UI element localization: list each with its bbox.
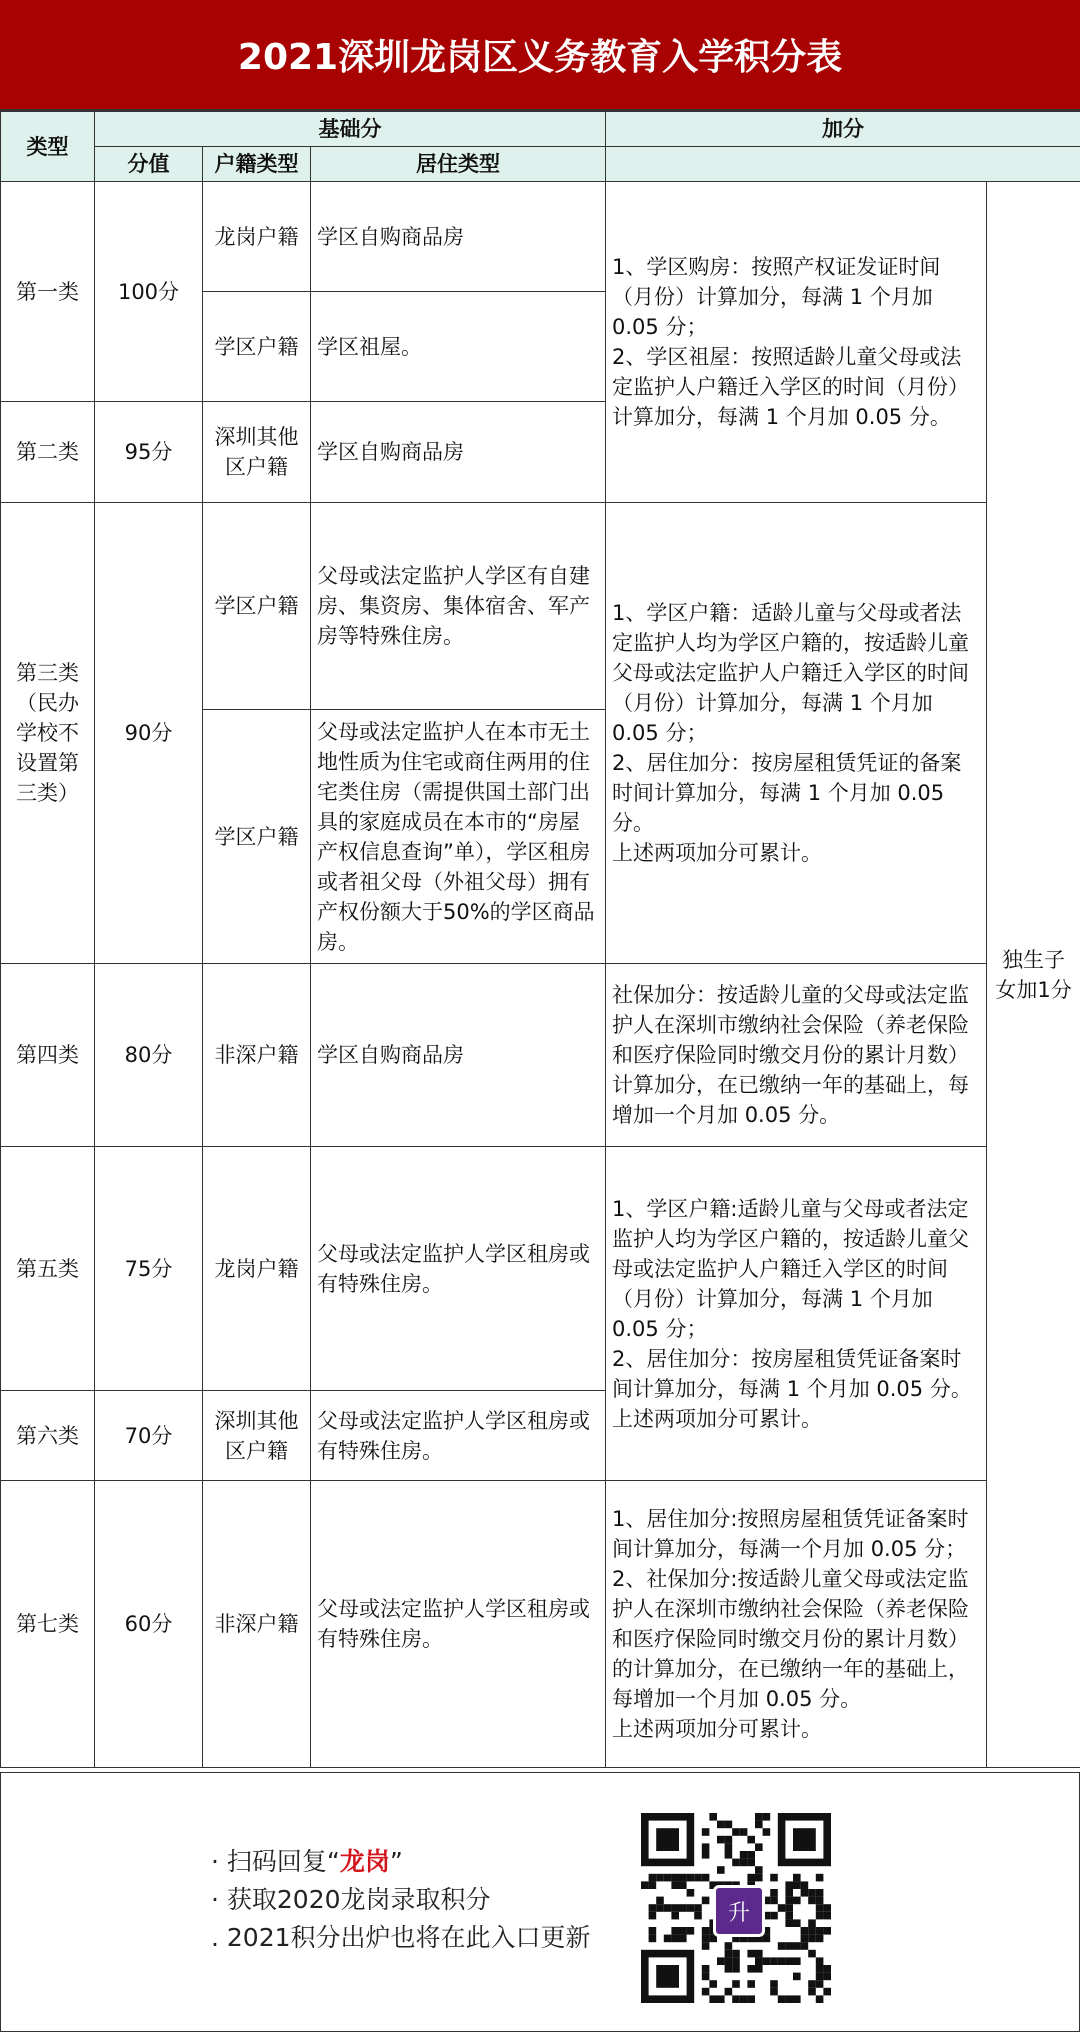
bonus-cell: 1、学区户籍:适龄儿童与父母或者法定监护人均为学区户籍的，按适龄儿童父母或法定监护人户籍迁入学区的时间（月份）计算加分，每满 1 个月加 0.05 分； 2、居住加分：按房屋租赁凭证备案时间计算加分，每满 1 个月加 0.05 分。 上述两项加分可累计。 <box>606 1147 987 1481</box>
type-cell: 第三类（民办学校不设置第三类） <box>1 503 95 964</box>
bonus-cell: 社保加分：按适龄儿童的父母或法定监护人在深圳市缴纳社会保险（养老保险和医疗保险同时缴交月份的累计月数）计算加分，在已缴纳一年的基础上，每增加一个月加 0.05 分。 <box>606 964 987 1147</box>
header-bonus: 加分 <box>606 112 1080 147</box>
type-cell: 第六类 <box>1 1391 95 1481</box>
page-title: 2021深圳龙岗区义务教育入学积分表 <box>0 0 1080 111</box>
huji-cell: 非深户籍 <box>203 1481 311 1768</box>
score-cell: 100分 <box>95 182 203 402</box>
housing-cell: 父母或法定监护人学区有自建房、集资房、集体宿舍、军产房等特殊住房。 <box>311 503 606 710</box>
promo-text <box>211 1843 591 1957</box>
type-cell: 第五类 <box>1 1147 95 1391</box>
score-cell: 60分 <box>95 1481 203 1768</box>
score-cell: 95分 <box>95 402 203 503</box>
huji-cell: 学区户籍 <box>203 292 311 402</box>
huji-cell: 学区户籍 <box>203 710 311 964</box>
promo-line-2: · 获取2020龙岗录取积分 <box>211 1885 491 1914</box>
header-housing: 居住类型 <box>311 147 606 182</box>
bonus-cell: 1、学区户籍：适龄儿童与父母或者法定监护人均为学区户籍的，按适龄儿童父母或法定监护人户籍迁入学区的时间（月份）计算加分，每满 1 个月加 0.05 分； 2、居住加分：按房屋租赁凭证的备案时间计算加分，每满 1 个月加 0.05 分。 上述两项加分可累计。 <box>606 503 987 964</box>
huji-cell: 学区户籍 <box>203 503 311 710</box>
type-cell: 第二类 <box>1 402 95 503</box>
score-cell: 90分 <box>95 503 203 964</box>
housing-cell: 学区自购商品房 <box>311 182 606 292</box>
huji-cell: 龙岗户籍 <box>203 1147 311 1391</box>
housing-cell: 父母或法定监护人学区租房或有特殊住房。 <box>311 1147 606 1391</box>
qr-logo-badge: 升 <box>713 1885 765 1937</box>
score-cell: 75分 <box>95 1147 203 1391</box>
housing-cell: 父母或法定监护人学区租房或有特殊住房。 <box>311 1391 606 1481</box>
housing-cell: 学区自购商品房 <box>311 402 606 503</box>
housing-cell: 学区自购商品房 <box>311 964 606 1147</box>
huji-cell: 非深户籍 <box>203 964 311 1147</box>
score-cell: 70分 <box>95 1391 203 1481</box>
score-cell: 80分 <box>95 964 203 1147</box>
header-bonus-blank <box>606 147 1080 182</box>
header-score: 分值 <box>95 147 203 182</box>
type-cell: 第四类 <box>1 964 95 1147</box>
keyword: 龙岗 <box>339 1847 390 1876</box>
bonus-cell: 1、学区购房：按照产权证发证时间（月份）计算加分，每满 1 个月加 0.05 分； 2、学区祖屋：按照适龄儿童父母或法定监护人户籍迁入学区的时间（月份）计算加分，每满 1 个月加 0.05 分。 <box>606 182 987 503</box>
promo-footer <box>0 1772 1080 2032</box>
bonus-cell: 1、居住加分:按照房屋租赁凭证备案时间计算加分，每满一个月加 0.05 分； 2、社保加分:按适龄儿童父母或法定监护人在深圳市缴纳社会保险（养老保险和医疗保险同时缴交月份的累计月数）的计算加分，在已缴纳一年的基础上，每增加一个月加 0.05 分。 上述两项加分可累计。 <box>606 1481 987 1768</box>
header-base: 基础分 <box>95 112 606 147</box>
qr-code[interactable] <box>641 1813 831 2003</box>
header-type: 类型 <box>1 112 95 182</box>
housing-cell: 父母或法定监护人学区租房或有特殊住房。 <box>311 1481 606 1768</box>
promo-line-3: . 2021积分出炉也将在此入口更新 <box>211 1923 591 1952</box>
type-cell: 第七类 <box>1 1481 95 1768</box>
huji-cell: 深圳其他区户籍 <box>203 1391 311 1481</box>
housing-cell: 学区祖屋。 <box>311 292 606 402</box>
huji-cell: 龙岗户籍 <box>203 182 311 292</box>
type-cell: 第一类 <box>1 182 95 402</box>
huji-cell: 深圳其他区户籍 <box>203 402 311 503</box>
promo-line-1: · 扫码回复“龙岗” <box>211 1847 403 1876</box>
only-child-bonus: 独生子女加1分 <box>987 182 1080 1768</box>
housing-cell: 父母或法定监护人在本市无土地性质为住宅或商住两用的住宅类住房（需提供国土部门出具的家庭成员在本市的“房屋产权信息查询”单），学区租房或者祖父母（外祖父母）拥有产权份额大于50%的学区商品房。 <box>311 710 606 964</box>
header-huji: 户籍类型 <box>203 147 311 182</box>
score-table <box>0 111 1080 1768</box>
